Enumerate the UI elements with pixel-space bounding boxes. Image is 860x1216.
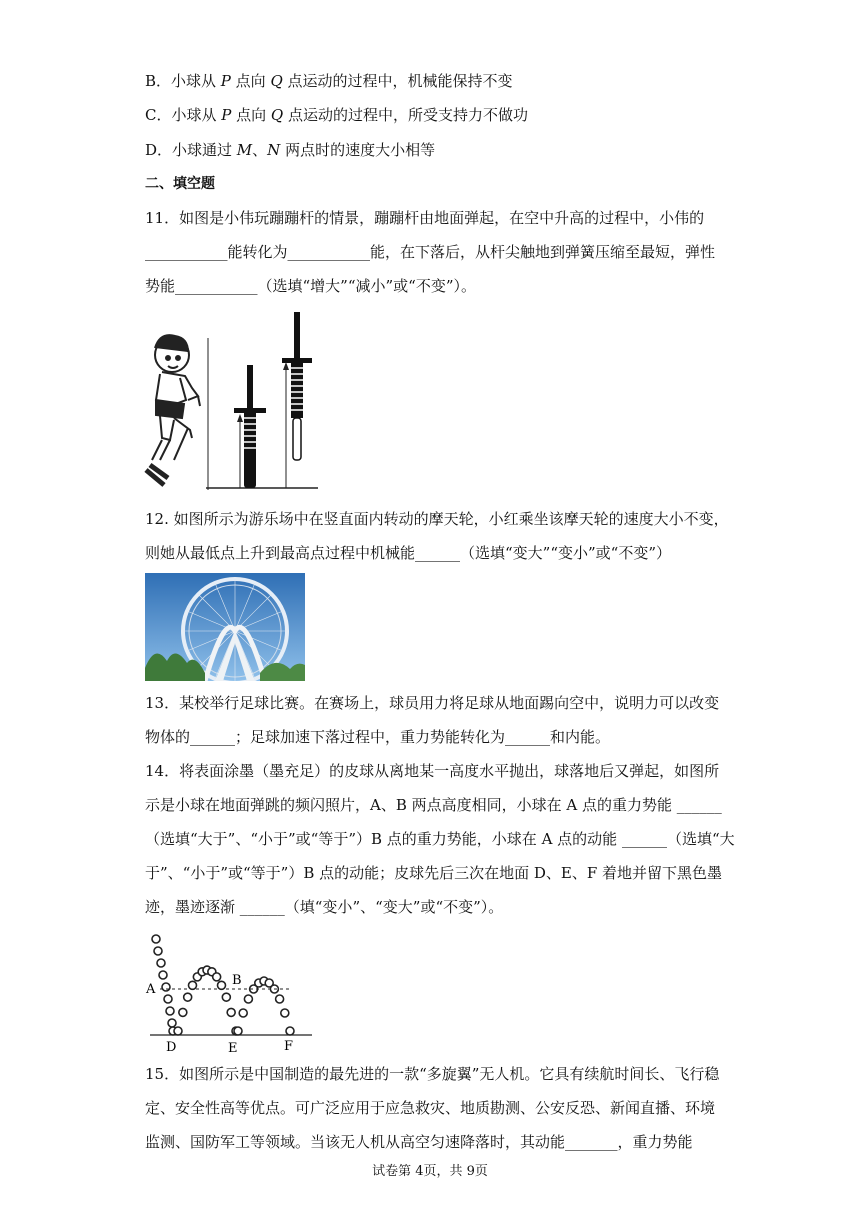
option-c-text: 点向 [231,106,271,124]
ball-dot [157,959,165,967]
option-b [145,70,513,92]
label-e: E [228,1041,238,1056]
option-c-text: C．小球从 [145,106,222,124]
page-footer: 试卷第 4页，共 9页 [372,1164,488,1179]
ball-dot [286,1027,294,1035]
ball-dot [189,981,197,989]
q14-line4: 于”、“小于”或“等于”）B 点的动能；皮球先后三次在地面 D、E、F 着地并留下黑色墨 [145,864,723,882]
q12-line2: 则她从最低点上升到最高点过程中机械能______（选填“变大”“变小”或“不变”） [145,544,672,562]
option-b-text: 点运动的过程中，机械能保持不变 [282,72,513,90]
option-d-text: 两点时的速度大小相等 [280,141,436,159]
ball-dot [281,1009,289,1017]
option-d-text: 、 [252,141,268,159]
var-p: P [221,106,232,124]
ball-dot [164,995,172,1003]
q13-line2: 物体的______；足球加速下落过程中，重力势能转化为______和内能。 [145,728,611,746]
ball-dot [152,935,160,943]
q14-line2: 示是小球在地面弹跳的频闪照片，A、B 两点高度相同，小球在 A 点的重力势能 ______ [145,796,722,814]
q14-line3: （选填“大于”、“小于”或“等于”）B 点的重力势能，小球在 A 点的动能 ______（选填“大 [145,830,735,848]
label-f: F [284,1039,294,1054]
q11-line2: ___________能转化为___________能，在下落后，从杆尖触地到弹簧压缩至最短，弹性 [145,243,716,261]
ball-dot [166,1007,174,1015]
ball-dot [162,983,170,991]
q11-line3: 势能___________（选填“增大”“减小”或“不变”）。 [145,277,477,295]
q15-line3: 监测、国防军工等领域。当该无人机从高空匀速降落时，其动能_______，重力势能 [145,1133,693,1151]
ball-dot [276,995,284,1003]
option-b-text: 点向 [230,72,271,90]
label-a: A [146,982,156,997]
ball-dot [168,1019,176,1027]
ball-dot [222,993,230,1001]
var-n: N [267,141,281,159]
option-c [145,104,528,126]
ball-dot [218,981,226,989]
ball-dot [227,1008,235,1016]
ferris-wheel-photo [145,573,305,681]
ball-dot [239,1009,247,1017]
option-d [145,139,435,161]
option-d-text: D．小球通过 [145,141,237,159]
label-b: B [232,973,242,988]
var-p: P [220,72,231,90]
q15-line2: 定、安全性高等优点。可广泛应用于应急救灾、地质勘测、公安反恐、新闻直播、环境 [145,1099,716,1117]
ball-dot [234,1027,242,1035]
var-q: Q [270,106,284,124]
ball-positions [152,935,294,1035]
ball-dot [179,1008,187,1016]
pogo-stick-extended [282,312,312,488]
ball-dot [154,947,162,955]
q11-line1: 11．如图是小伟玩蹦蹦杆的情景，蹦蹦杆由地面弹起，在空中升高的过程中，小伟的 [145,209,705,227]
q14-line1: 14．将表面涂墨（墨充足）的皮球从离地某一高度水平抛出，球落地后又弹起，如图所 [145,762,720,780]
q14-line5: 迹，墨迹逐渐 ______（填“变小”、“变大”或“不变”）。 [145,898,504,916]
var-m: M [236,141,253,159]
ball-dot [244,995,252,1003]
ball-dot [159,971,167,979]
bouncing-ball-figure [140,925,320,1057]
var-q: Q [270,72,283,90]
ball-dot [213,973,221,981]
section-title: 二、填空题 [145,176,215,192]
q15-line1: 15．如图所示是中国制造的最先进的一款“多旋翼”无人机。它具有续航时间长、飞行稳 [145,1065,720,1083]
q13-line1: 13．某校举行足球比赛。在赛场上，球员用力将足球从地面踢向空中，说明力可以改变 [145,694,720,712]
ball-dot [184,993,192,1001]
q12-line1: 12. 如图所示为游乐场中在竖直面内转动的摩天轮，小红乘坐该摩天轮的速度大小不变， [145,510,729,528]
option-b-text: B．小球从 [145,72,221,90]
boy-illustration [146,335,208,490]
pogo-stick-compressed [234,365,266,488]
pogo-stick-figure [140,310,325,495]
option-c-text: 点运动的过程中，所受支持力不做功 [283,106,528,124]
ball-dot [174,1027,182,1035]
label-d: D [166,1040,177,1055]
